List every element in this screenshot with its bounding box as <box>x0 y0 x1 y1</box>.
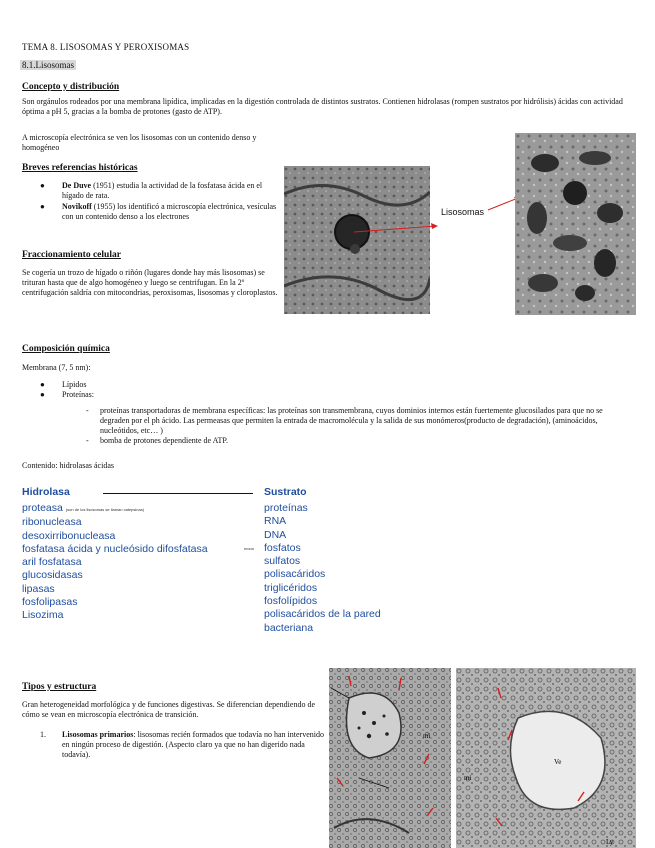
table-row: polisacáridos de la pared bacteriana <box>264 608 381 634</box>
table-row: mono fosfatos <box>244 541 301 554</box>
table-row: RNA <box>264 515 287 528</box>
document-title: TEMA 8. LISOSOMAS Y PEROXISOMAS <box>22 42 190 52</box>
heading-fraccionamiento: Fraccionamiento celular <box>22 250 121 260</box>
historia-list <box>40 181 282 222</box>
list-item: ● Proteínas: <box>40 390 94 399</box>
fraccionamiento-para: Se cogería un trozo de hígado o riñón (lugares donde hay más lisosomas) se trituran hasta que de algo homogéneo y luego se centrifugan. En la 2º centrifugación saldría con mitocondrias, peroxisomas, lisosomas y cloroplastos. <box>22 268 278 297</box>
concepto-para1: Son orgánulos rodeados por una membrana lipídica, implicadas en la digestión controlada de distintos sustratos. Contienen hidrolasas (rompen sustratos por hidrólisis) ácidas con actividad óptima a pH 5, gracias a la bomba de protones (gasto de ATP). <box>22 97 623 116</box>
heading-tipos: Tipos y estructura <box>22 682 97 692</box>
table-row: sulfatos <box>264 555 301 568</box>
membrana-label: Membrana (7, 5 nm): <box>22 363 91 372</box>
micro-label-ly: Ly <box>606 838 614 846</box>
list-item: - bomba de protones dependiente de ATP. <box>86 436 228 445</box>
micro-label-ve: Ve <box>554 758 562 766</box>
table-header-hidrolasa: Hidrolasa <box>22 486 70 498</box>
table-row: Lisozima <box>22 609 64 622</box>
table-row: desoxirribonucleasa <box>22 529 116 542</box>
table-row: DNA <box>264 528 287 541</box>
figure-label-lisosomas: Lisosomas <box>441 207 485 217</box>
concepto-para2: A microscopía electrónica se ven los lisosomas con un contenido denso y homogéneo <box>22 133 257 152</box>
micro-label-mi-2: mi <box>464 774 472 782</box>
section-subtitle: 8.1.Lisosomas <box>22 60 75 70</box>
list-item: ● De Duve (1951) estudia la actividad de la fosfatasa ácida en el hígado de rata. <box>40 181 263 200</box>
table-row: ribonucleasa <box>22 516 82 529</box>
heading-historia: Breves referencias históricas <box>22 163 138 173</box>
table-row: triglicéridos <box>264 581 318 594</box>
table-row: fosfatasa ácida y nucleósido difosfatasa <box>22 542 208 555</box>
micrograph-primary-lysosomes-left <box>329 668 451 848</box>
table-row: glucosidasas <box>22 569 83 582</box>
header-rule <box>103 493 253 494</box>
table-row: proteínas <box>264 502 308 514</box>
list-item: - proteínas transportadoras de membrana específicas: las proteínas son transmembrana, cuyos dominios internos están fuertemente glucosilados para que no se degraden por el ph ácido. Las permeasas que permiten la entrada de macromolécula y la salida de sus monómeros(producto de degradación), (aminoácidos, nucleótidos, etc… ) <box>86 406 603 435</box>
tipos-item-1: Lisosomas primarios: lisosomas recién formados que todavía no han intervenido en ningún proceso de digestión. (Aspecto claro ya que no han digerido nada todavía). <box>62 730 324 759</box>
micrograph-cell <box>515 133 636 315</box>
composicion-sublist <box>86 406 630 446</box>
table-row: polisacáridos <box>264 568 326 581</box>
heading-concepto: Concepto y distribución <box>22 82 120 92</box>
table-row: aril fosfatasa <box>22 556 82 569</box>
table-header-sustrato: Sustrato <box>264 486 307 498</box>
table-row: fosfolípidos <box>264 595 318 608</box>
list-item: ● Lípidos <box>40 380 87 389</box>
micro-label-mi-1: mi <box>423 732 431 740</box>
hydrolase-column <box>22 502 208 623</box>
table-row: fosfolipasas <box>22 596 78 609</box>
annotation-arrows <box>340 196 530 246</box>
substrate-column <box>244 502 384 635</box>
table-row: lipasas <box>22 582 55 595</box>
heading-composicion: Composición química <box>22 344 110 354</box>
tipos-item-number: 1. <box>40 730 46 739</box>
table-row: proteasa (son de los lisosomas se llaman catepsinas) <box>22 502 145 514</box>
composicion-list <box>40 380 94 400</box>
micrograph-primary-lysosomes-right <box>456 668 636 848</box>
contenido-label: Contenido: hidrolasas ácidas <box>22 461 114 470</box>
tipos-para: Gran heterogeneidad morfológica y de funciones digestivas. Se diferencian dependiendo de cómo se vean en microscopía electrónica de transición. <box>22 700 316 719</box>
list-item: ● Novikoff (1955) los identificó a microscopía electrónica, vesículas con un contenido denso a los electrones <box>40 202 277 221</box>
